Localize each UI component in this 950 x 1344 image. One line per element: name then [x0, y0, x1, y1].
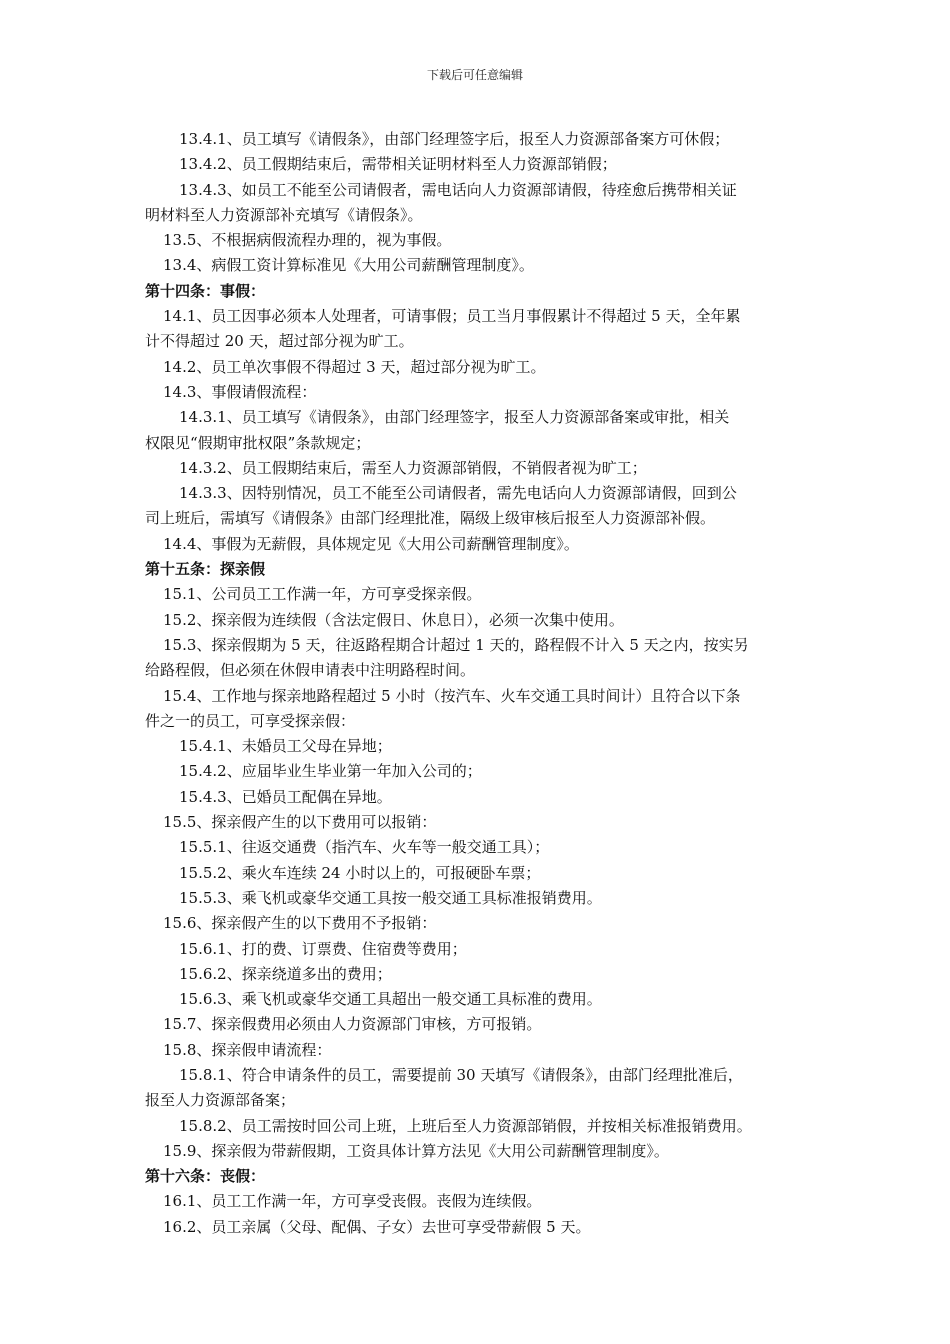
text-line: 15.5、探亲假产生的以下费用可以报销： — [163, 813, 437, 832]
text-line: 16.1、员工工作满一年，方可享受丧假。丧假为连续假。 — [163, 1192, 542, 1211]
text-line: 15.5.1、往返交通费（指汽车、火车等一般交通工具）； — [179, 838, 550, 857]
document-body — [145, 127, 813, 1240]
text-line: 13.4.1、员工填写《请假条》，由部门经理签字后，报至人力资源部备案方可休假； — [179, 130, 730, 148]
text-line: 15.4.1、未婚员工父母在异地； — [179, 737, 392, 756]
text-line: 15.4.3、已婚员工配偶在异地。 — [179, 787, 392, 806]
text-line: 15.3、探亲假期为 5 天，往返路程期合计超过 1 天的，路程假不计入 5 天之内，按实另 — [163, 635, 749, 654]
text-line: 15.4.2、应届毕业生毕业第一年加入公司的； — [179, 762, 482, 781]
text-line: 15.1、公司员工工作满一年，方可享受探亲假。 — [163, 585, 482, 604]
text-line: 15.6.1、打的费、订票费、住宿费等费用； — [179, 939, 467, 958]
text-line: 13.4.2、员工假期结束后，需带相关证明材料至人力资源部销假； — [179, 155, 617, 174]
text-line: 14.1、员工因事必须本人处理者，可请事假；员工当月事假累计不得超过 5 天，全年累 — [163, 307, 741, 326]
text-line: 15.5.2、乘火车连续 24 小时以上的，可报硬卧车票； — [179, 863, 541, 882]
text-line: 司上班后，需填写《请假条》由部门经理批准，隔级上级审核后报至人力资源部补假。 — [145, 509, 716, 528]
text-line: 13.5、不根据病假流程办理的，视为事假。 — [163, 231, 452, 250]
text-line: 报至人力资源部备案； — [145, 1091, 296, 1110]
text-line: 15.2、探亲假为连续假（含法定假日、休息日），必须一次集中使用。 — [163, 610, 624, 629]
text-line: 14.2、员工单次事假不得超过 3 天，超过部分视为旷工。 — [163, 357, 546, 376]
text-line: 15.4、工作地与探亲地路程超过 5 小时（按汽车、火车交通工具时间计）且符合以下条 — [163, 686, 741, 705]
text-line: 14.4、事假为无薪假，具体规定见《大用公司薪酬管理制度》。 — [163, 534, 579, 553]
section-heading: 第十六条：丧假： — [145, 1167, 266, 1186]
text-line: 13.4、病假工资计算标准见《大用公司薪酬管理制度》。 — [163, 256, 534, 275]
text-line: 14.3.3、因特别情况，员工不能至公司请假者，需先电话向人力资源部请假，回到公 — [179, 484, 737, 503]
text-line: 15.9、探亲假为带薪假期，工资具体计算方法见《大用公司薪酬管理制度》。 — [163, 1141, 669, 1160]
text-line: 15.6、探亲假产生的以下费用不予报销： — [163, 914, 437, 933]
text-line: 15.5.3、乘飞机或豪华交通工具按一般交通工具标准报销费用。 — [179, 888, 602, 907]
text-line: 14.3、事假请假流程： — [163, 382, 317, 401]
text-line: 件之一的员工，可享受探亲假： — [145, 711, 356, 730]
section-heading: 第十五条：探亲假 — [145, 560, 266, 579]
text-line: 14.3.2、员工假期结束后，需至人力资源部销假，不销假者视为旷工； — [179, 458, 647, 477]
text-line: 计不得超过 20 天，超过部分视为旷工。 — [145, 332, 414, 351]
text-line: 明材料至人力资源部补充填写《请假条》。 — [145, 205, 423, 224]
page-header: 下载后可任意编辑 — [426, 68, 523, 82]
text-line: 15.8.2、员工需按时回公司上班，上班后至人力资源部销假，并按相关标准报销费用。 — [179, 1116, 752, 1135]
text-line: 16.2、员工亲属（父母、配偶、子女）去世可享受带薪假 5 天。 — [163, 1217, 591, 1236]
text-line: 15.7、探亲假费用必须由人力资源部门审核，方可报销。 — [163, 1015, 542, 1034]
text-line: 15.8、探亲假申请流程： — [163, 1040, 332, 1059]
text-line: 15.8.1、符合申请条件的员工，需要提前 30 天填写《请假条》，由部门经理批准后， — [179, 1065, 743, 1084]
text-line: 13.4.3、如员工不能至公司请假者，需电话向人力资源部请假，待痊愈后携带相关证 — [179, 180, 737, 199]
section-heading: 第十四条：事假： — [145, 281, 266, 300]
text-line: 权限见“假期审批权限”条款规定； — [145, 433, 371, 452]
text-line: 15.6.3、乘飞机或豪华交通工具超出一般交通工具标准的费用。 — [179, 990, 602, 1009]
text-line: 14.3.1、员工填写《请假条》，由部门经理签字，报至人力资源部备案或审批，相关 — [179, 408, 730, 427]
text-line: 给路程假，但必须在休假申请表中注明路程时间。 — [145, 661, 476, 680]
text-line: 15.6.2、探亲绕道多出的费用； — [179, 964, 392, 983]
